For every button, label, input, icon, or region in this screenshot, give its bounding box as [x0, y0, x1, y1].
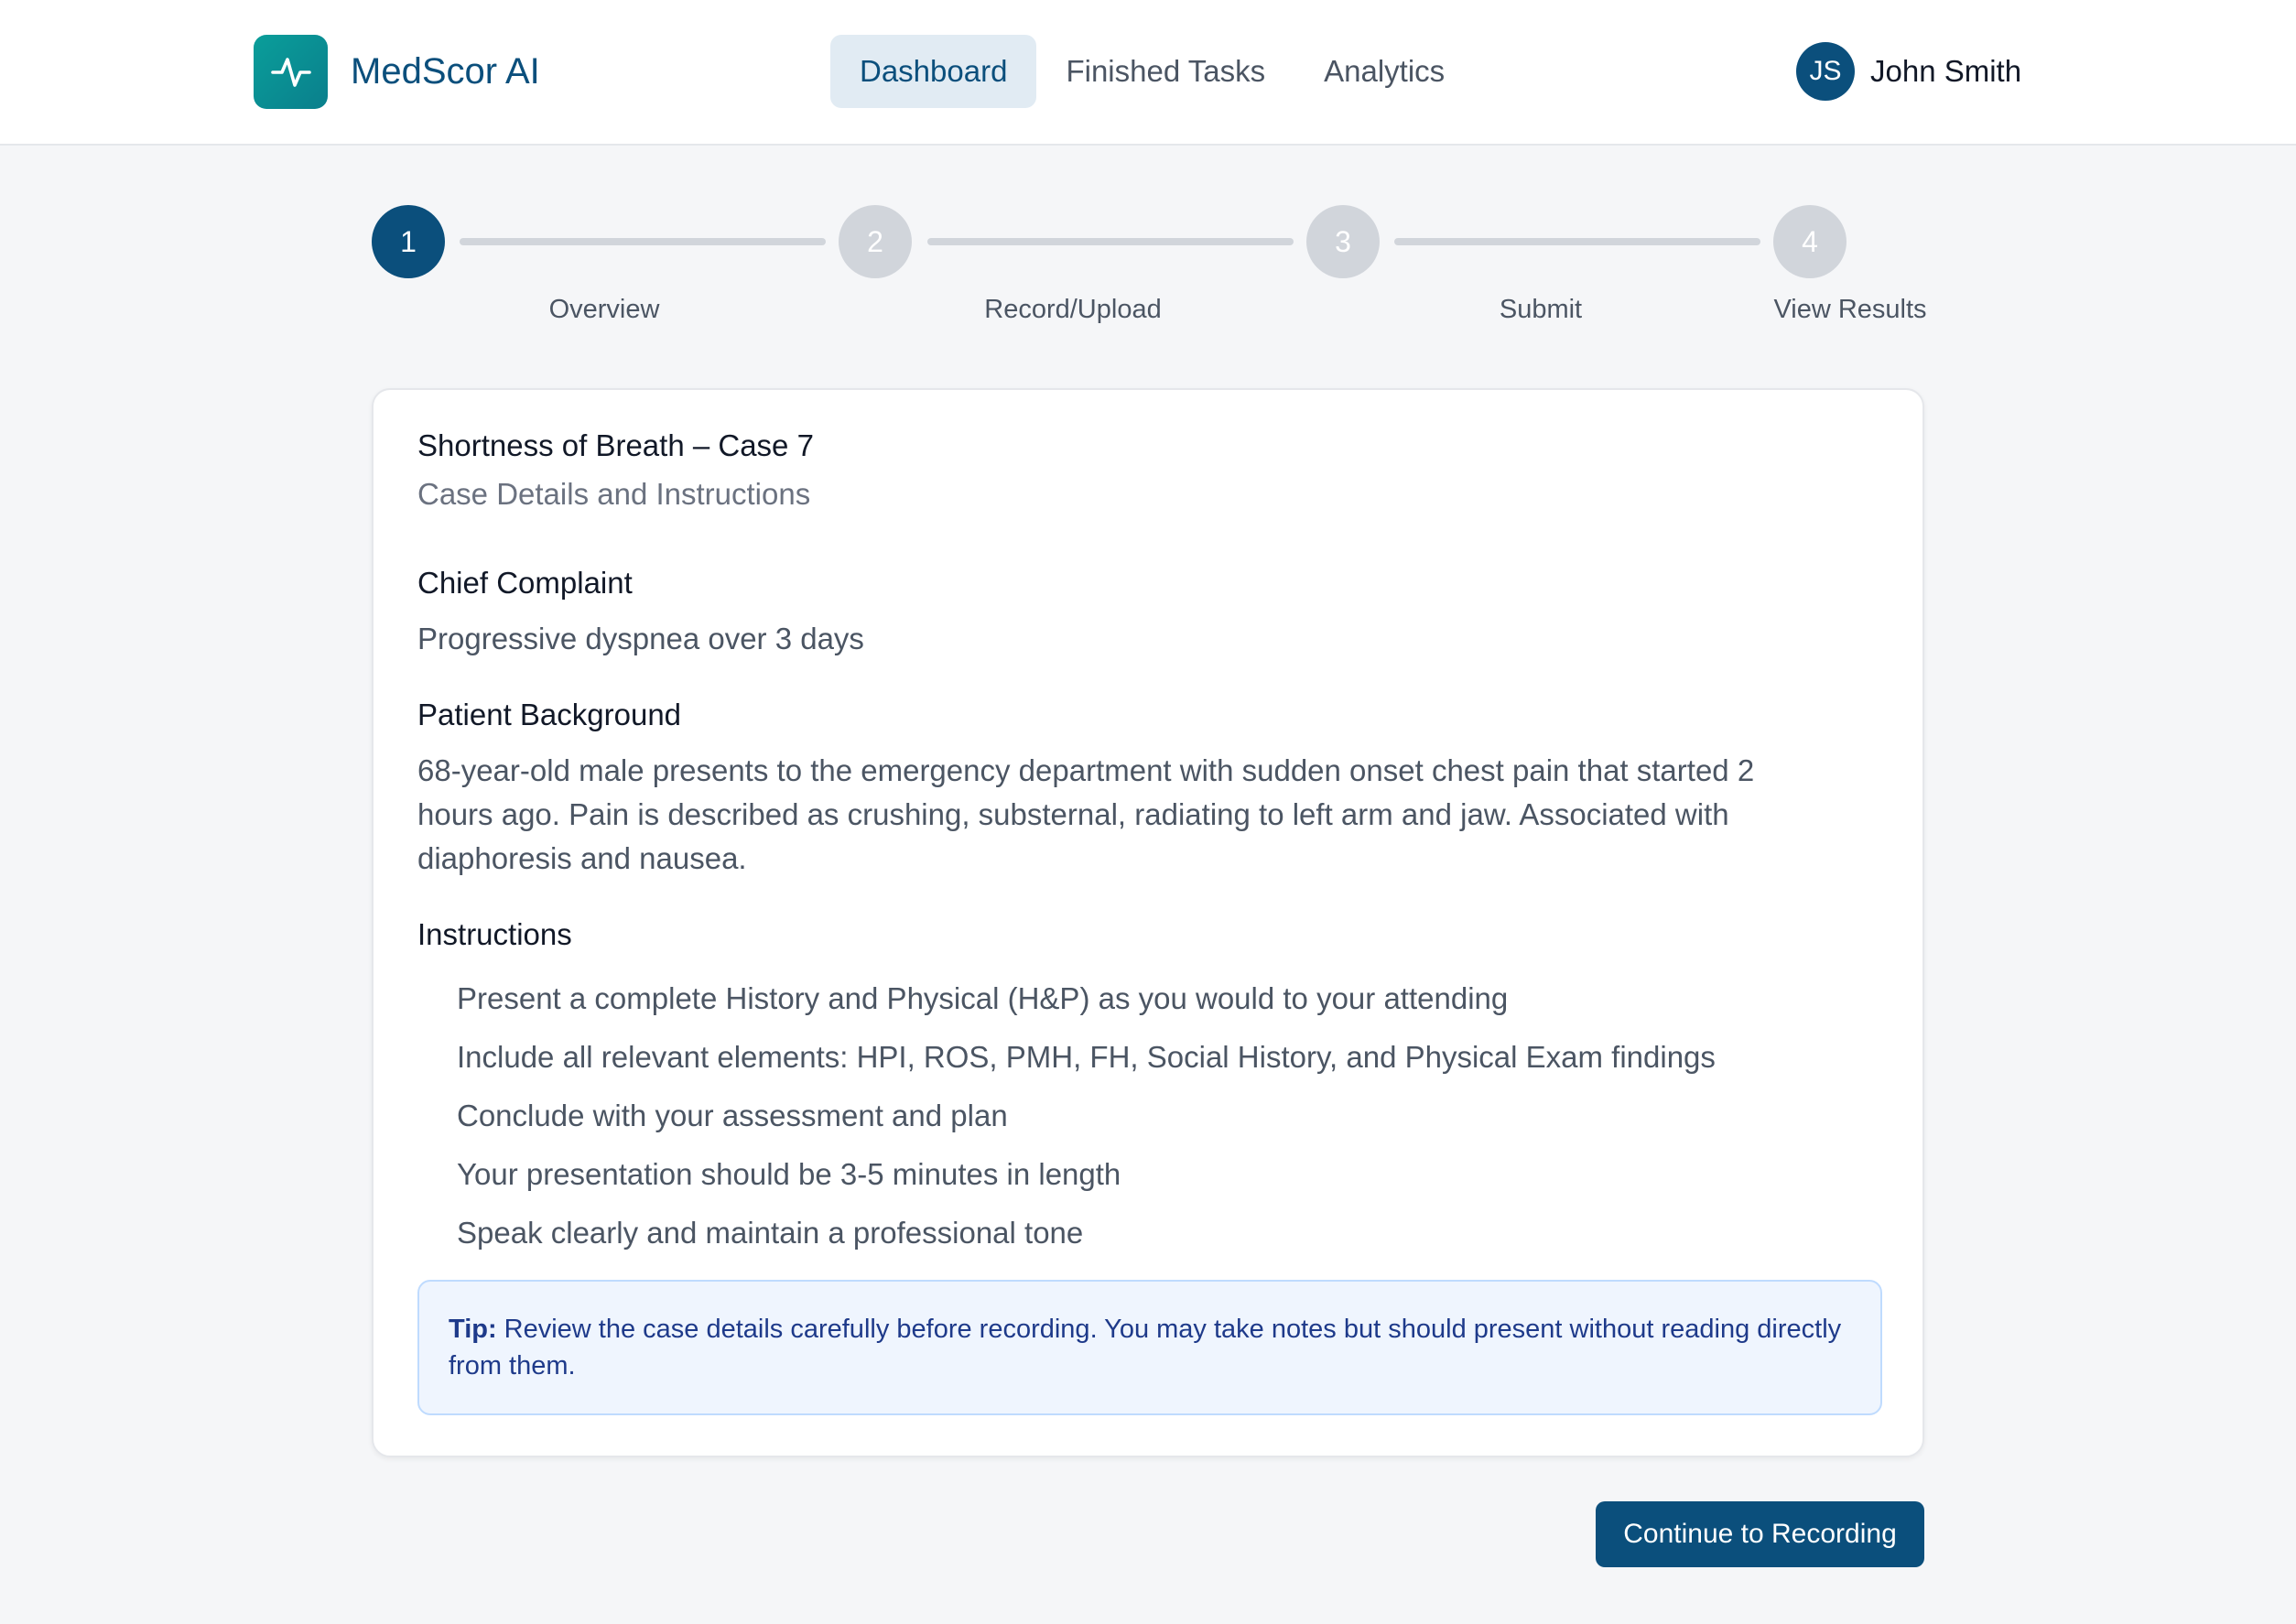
list-item: Speak clearly and maintain a professional tone [457, 1216, 1084, 1250]
step-connector [460, 238, 826, 245]
tip-label: Tip: [449, 1315, 497, 1344]
avatar[interactable]: JS [1796, 42, 1855, 101]
patient-background-heading: Patient Background [417, 698, 682, 731]
patient-background-text: 68-year-old male presents to the emergency department with sudden onset chest pain that started 2 hours ago. Pain is described as crushing, substernal, radiating to left arm and jaw. Associated with diaphoresis and nausea. [417, 753, 1755, 875]
continue-to-recording-button[interactable]: Continue to Recording [1596, 1501, 1924, 1567]
tip-text: Review the case details carefully before recording. You may take notes but should present without reading directly from them. [449, 1315, 1842, 1380]
case-card [372, 388, 1924, 1457]
step-3-label: Submit [1499, 295, 1583, 324]
step-4-label: View Results [1773, 295, 1927, 324]
list-item: Include all relevant elements: HPI, ROS, PMH, FH, Social History, and Physical Exam findings [457, 1040, 1716, 1074]
instructions-heading: Instructions [417, 917, 572, 951]
list-item: Conclude with your assessment and plan [457, 1099, 1008, 1132]
pulse-icon [269, 50, 313, 94]
instructions-list [417, 969, 1716, 1262]
chief-complaint-text: Progressive dyspnea over 3 days [417, 622, 864, 655]
user-name: John Smith [1870, 54, 2022, 88]
step-2-label: Record/Upload [984, 295, 1162, 324]
main-nav [830, 35, 1474, 108]
step-connector [1394, 238, 1760, 245]
chief-complaint-heading: Chief Complaint [417, 566, 633, 600]
step-1-circle: 1 [372, 205, 445, 278]
user-menu[interactable] [1796, 42, 2021, 101]
logo[interactable] [254, 35, 328, 109]
step-connector [927, 238, 1294, 245]
case-title: Shortness of Breath – Case 7 [417, 428, 814, 462]
case-subtitle: Case Details and Instructions [417, 477, 811, 511]
list-item: Present a complete History and Physical (H&P) as you would to your attending [457, 981, 1509, 1015]
tip-box [417, 1280, 1882, 1415]
nav-finished-tasks[interactable]: Finished Tasks [1066, 54, 1266, 88]
brand-name[interactable]: MedScor AI [351, 51, 540, 92]
top-header [0, 0, 2296, 146]
step-1-label: Overview [548, 295, 660, 324]
step-3-circle: 3 [1306, 205, 1380, 278]
list-item: Your presentation should be 3-5 minutes in length [457, 1157, 1121, 1191]
step-4-circle: 4 [1773, 205, 1847, 278]
step-2-circle: 2 [839, 205, 912, 278]
nav-dashboard[interactable]: Dashboard [830, 35, 1036, 108]
nav-analytics[interactable]: Analytics [1324, 54, 1446, 88]
